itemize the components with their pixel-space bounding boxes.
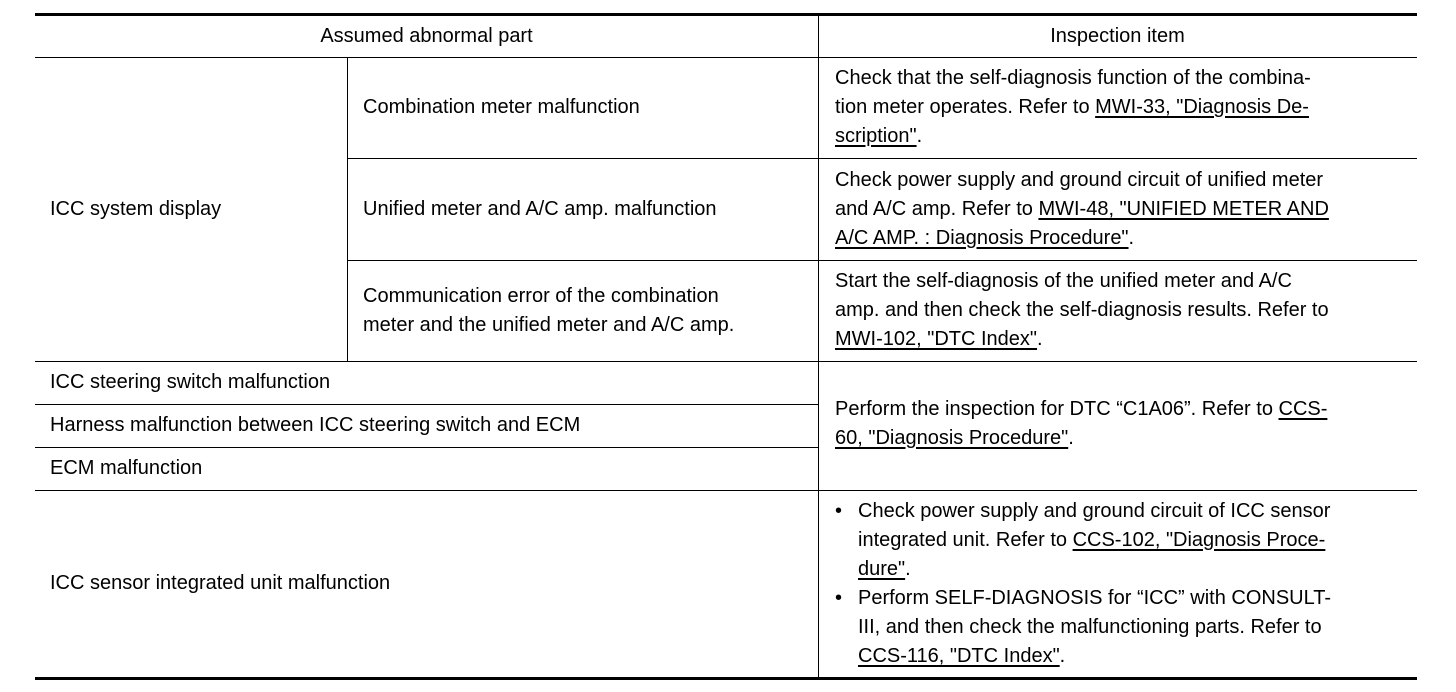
text-segment: . xyxy=(1037,328,1043,350)
text-segment: tion meter operates. Refer to xyxy=(835,96,1096,118)
bullet-icon: • xyxy=(835,499,843,522)
column-divider xyxy=(818,15,819,678)
cell-text: ECM malfunction xyxy=(50,457,203,479)
text-line xyxy=(858,555,1415,584)
reference-link[interactable]: CCS-102, "Diagnosis Proce- xyxy=(1072,528,1326,551)
text-line xyxy=(835,395,1415,424)
text-line xyxy=(835,267,1415,296)
text-line xyxy=(858,613,1415,642)
cell-sensor-inspection xyxy=(835,490,1415,677)
text-line xyxy=(835,224,1415,253)
text-segment: Check power supply and ground circuit of ICC sensor xyxy=(858,499,1331,522)
bullet-icon: • xyxy=(835,586,843,609)
text-line xyxy=(835,93,1415,122)
reference-link[interactable]: 60, "Diagnosis Procedure" xyxy=(835,426,1069,449)
cell-communication-error xyxy=(363,260,813,361)
cell-text: Unified meter and A/C amp. malfunction xyxy=(363,197,717,220)
text-line xyxy=(858,526,1415,555)
column-divider xyxy=(347,57,348,361)
cell-communication-error-inspection xyxy=(835,260,1415,361)
cell-harness xyxy=(50,404,810,447)
text-line xyxy=(835,64,1415,93)
cell-sensor-unit xyxy=(50,490,810,677)
cell-steering-inspection xyxy=(835,361,1415,490)
text-segment: . xyxy=(1068,426,1074,449)
text-segment: Check that the self-diagnosis function of the combina- xyxy=(835,67,1311,89)
header-inspection-item xyxy=(818,16,1417,57)
text-line xyxy=(858,497,1415,526)
header-label: Assumed abnormal part xyxy=(320,25,533,47)
text-segment: Check power supply and ground circuit of unified meter xyxy=(835,168,1324,191)
text-segment: . xyxy=(905,557,911,580)
text-segment: . xyxy=(1059,644,1066,667)
text-segment: Start the self-diagnosis of the unified meter and A/C xyxy=(835,270,1292,292)
reference-link[interactable]: CCS-116, "DTC Index" xyxy=(858,644,1060,667)
text-segment: amp. and then check the self-diagnosis results. Refer to xyxy=(835,299,1329,321)
cell-unified-meter xyxy=(363,158,813,260)
text-segment: integrated unit. Refer to xyxy=(858,528,1073,551)
bullet-item xyxy=(835,584,1415,671)
reference-link[interactable]: MWI-48, "UNIFIED METER AND xyxy=(1038,197,1329,220)
header-label: Inspection item xyxy=(1050,25,1185,47)
text-line xyxy=(835,122,1415,151)
cell-ecm xyxy=(50,447,810,490)
reference-link[interactable]: CCS- xyxy=(1278,397,1328,420)
cell-combination-meter-inspection xyxy=(835,57,1415,158)
bullet-item xyxy=(835,497,1415,584)
cell-icc-system-display xyxy=(50,57,340,361)
cell-text: ICC steering switch malfunction xyxy=(50,371,331,393)
text-line xyxy=(858,642,1415,671)
text-line xyxy=(835,166,1415,195)
text-segment: Perform the inspection for DTC “C1A06”. Refer to xyxy=(835,397,1279,420)
cell-text: meter and the unified meter and A/C amp. xyxy=(363,313,735,336)
reference-link[interactable]: A/C AMP. : Diagnosis Procedure" xyxy=(835,226,1129,249)
text-line xyxy=(835,325,1415,354)
cell-text: Communication error of the combination xyxy=(363,284,719,307)
header-assumed-part xyxy=(35,16,818,57)
cell-text: ICC system display xyxy=(50,197,222,220)
cell-unified-meter-inspection xyxy=(835,158,1415,260)
cell-text: ICC sensor integrated unit malfunction xyxy=(50,572,391,594)
reference-link[interactable]: scription" xyxy=(835,125,917,147)
text-segment: III, and then check the malfunctioning parts. Refer to xyxy=(858,615,1322,638)
text-segment: . xyxy=(1128,226,1135,249)
text-line xyxy=(858,584,1415,613)
text-segment: and A/C amp. Refer to xyxy=(835,197,1039,220)
cell-combination-meter xyxy=(363,57,813,158)
text-line xyxy=(835,296,1415,325)
text-line xyxy=(835,424,1415,453)
cell-text: Combination meter malfunction xyxy=(363,96,640,118)
reference-link[interactable]: dure" xyxy=(858,557,906,580)
text-segment: . xyxy=(916,125,923,147)
reference-link[interactable]: MWI-102, "DTC Index" xyxy=(835,328,1038,350)
reference-link[interactable]: MWI-33, "Diagnosis De- xyxy=(1095,96,1309,118)
cell-steering-switch xyxy=(50,361,810,404)
text-segment: Perform SELF-DIAGNOSIS for “ICC” with CONSULT- xyxy=(858,586,1332,609)
cell-text: Harness malfunction between ICC steering switch and ECM xyxy=(50,414,581,436)
text-line xyxy=(835,195,1415,224)
table-bottom-border xyxy=(35,677,1417,680)
